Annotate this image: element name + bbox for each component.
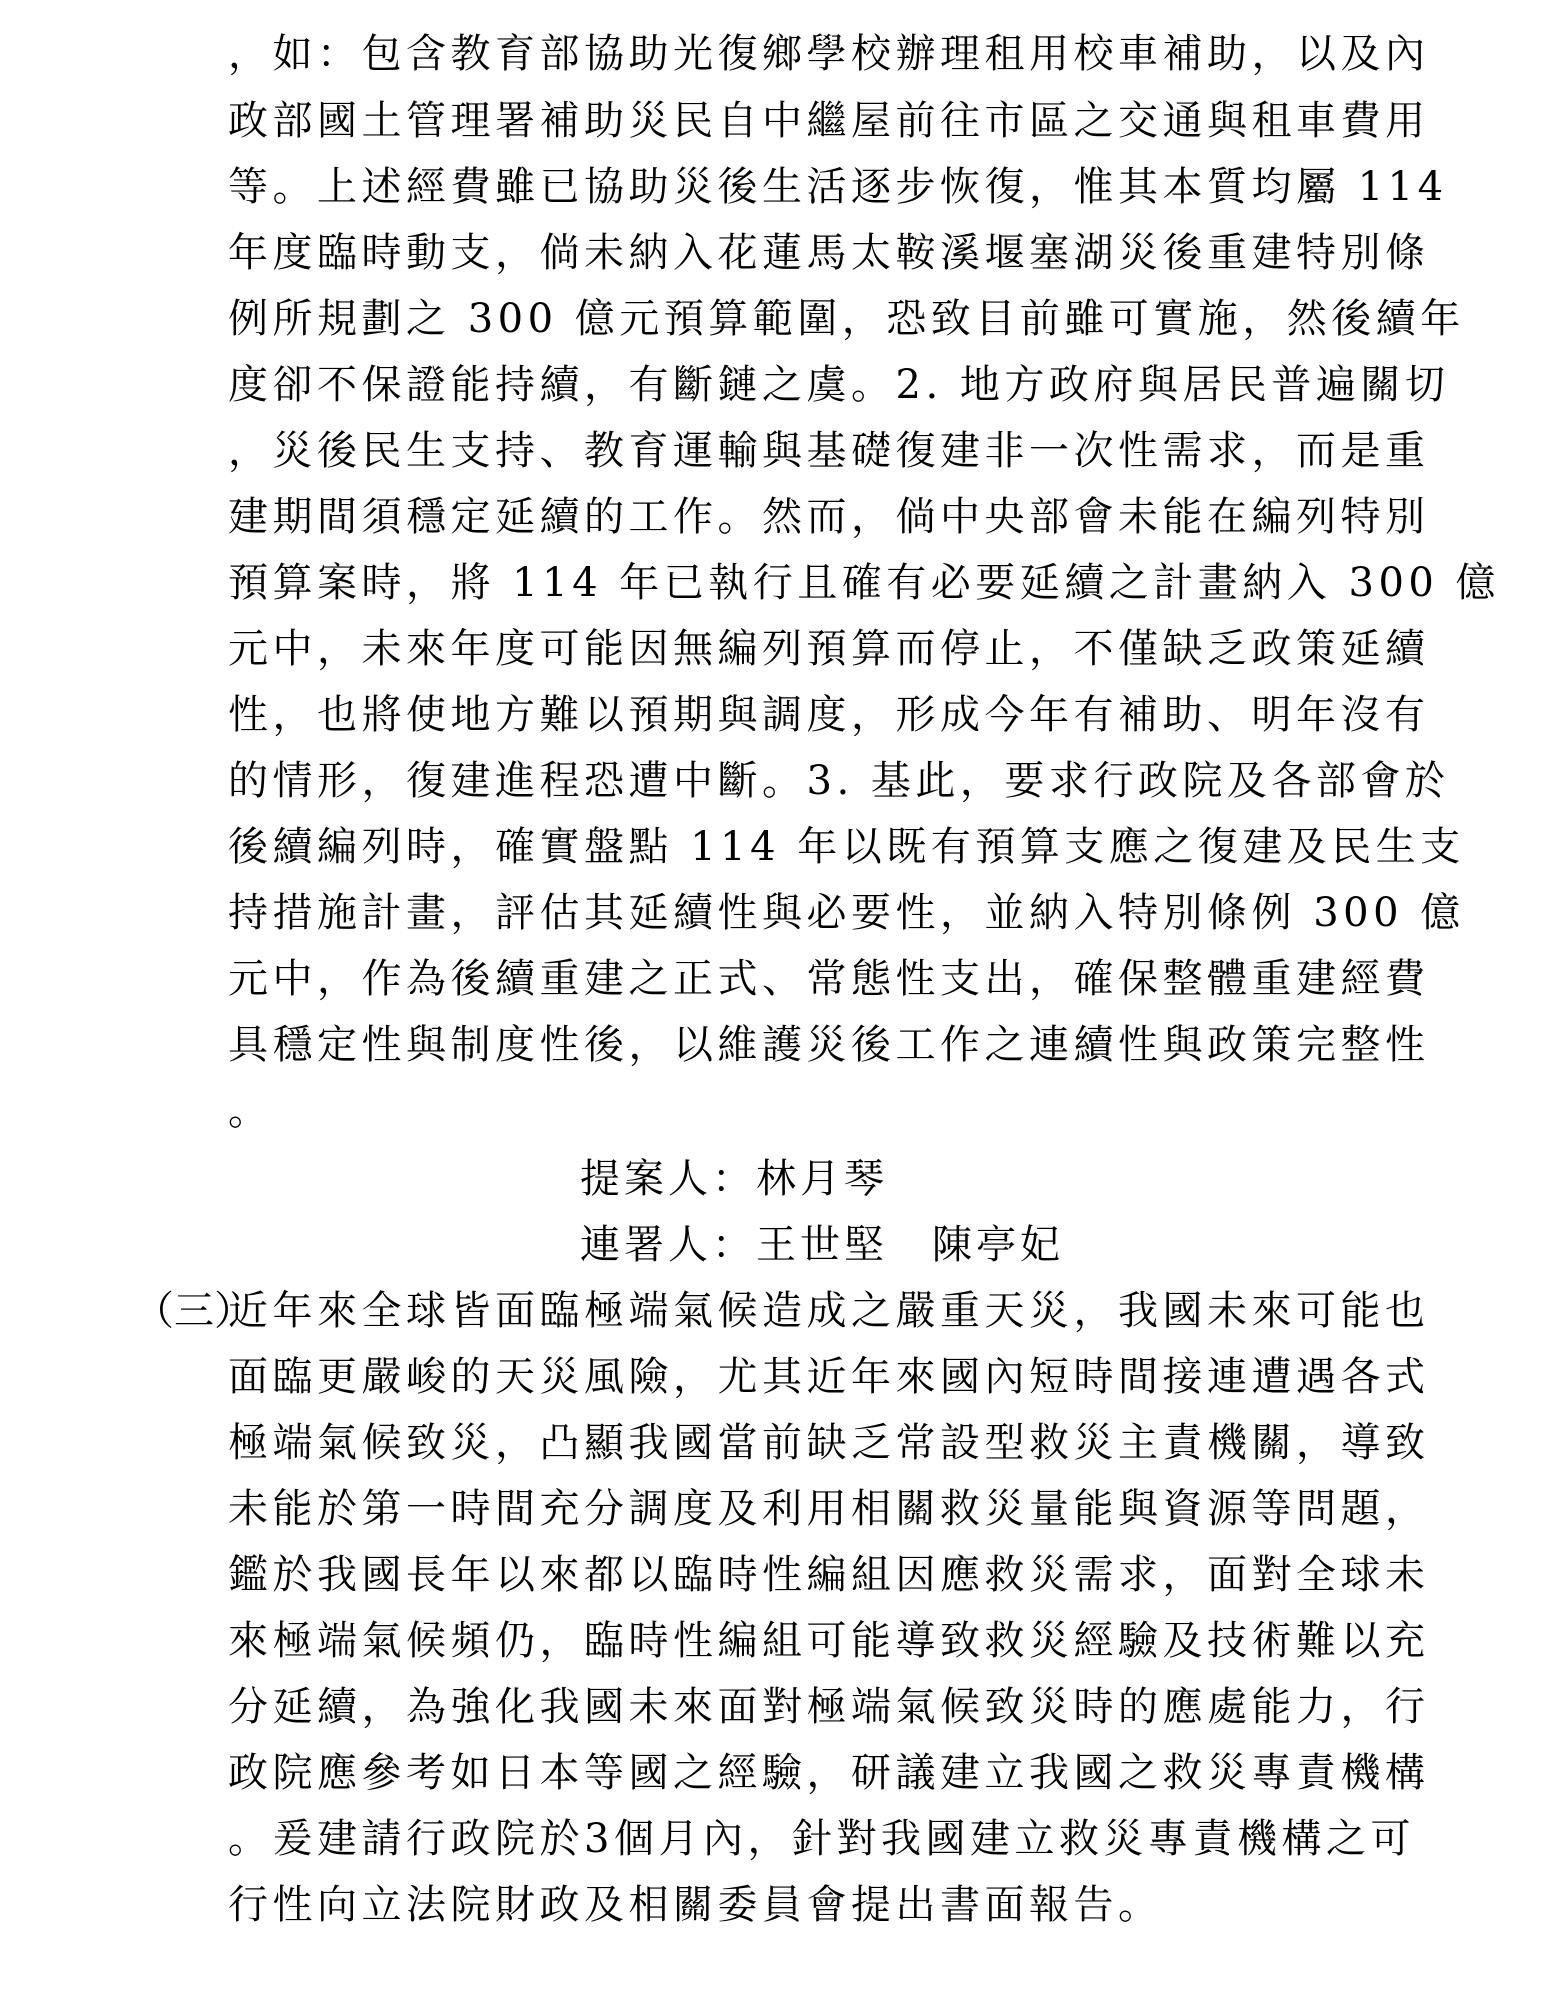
- item-three-line: 政院應參考如日本等國之經驗，研議建立我國之救災專責機構: [228, 1750, 1430, 1796]
- paragraph-line: 具穩定性與制度性後，以維護災後工作之連續性與政策完整性: [228, 1022, 1430, 1068]
- item-three-marker: （三）: [134, 1288, 254, 1334]
- paragraph-line: 元中，未來年度可能因無編列預算而停止，不僅缺乏政策延續: [228, 626, 1430, 672]
- paragraph-line: ，如：包含教育部協助光復鄉學校辦理租用校車補助，以及內: [228, 31, 1430, 77]
- paragraph-line: 年度臨時動支，倘未納入花蓮馬太鞍溪堰塞湖災後重建特別條: [228, 230, 1430, 276]
- item-three-line: 鑑於我國長年以來都以臨時性編組因應救災需求，面對全球未: [228, 1552, 1430, 1598]
- item-three-line: 分延續，為強化我國未來面對極端氣候致災時的應處能力，行: [228, 1684, 1430, 1730]
- item-three-line: 未能於第一時間充分調度及利用相關救災量能與資源等問題，: [228, 1486, 1430, 1532]
- paragraph-line: 性，也將使地方難以預期與調度，形成今年有補助、明年沒有: [228, 692, 1430, 738]
- item-three-line: 來極端氣候頻仍，臨時性編組可能導致救災經驗及技術難以充: [228, 1618, 1430, 1664]
- item-three-line: 。爰建請行政院於3個月內，針對我國建立救災專責機構之可: [228, 1816, 1415, 1862]
- paragraph-line: 政部國土管理署補助災民自中繼屋前往市區之交通與租車費用: [228, 98, 1430, 144]
- paragraph-line: ，災後民生支持、教育運輸與基礎復建非一次性需求，而是重: [228, 428, 1430, 474]
- item-three-line: 面臨更嚴峻的天災風險，尤其近年來國內短時間接連遭遇各式: [228, 1354, 1430, 1400]
- paragraph-line: 。: [228, 1088, 273, 1134]
- item-three-line: 近年來全球皆面臨極端氣候造成之嚴重天災，我國未來可能也: [228, 1288, 1430, 1334]
- paragraph-line: 例所規劃之 300 億元預算範圍，恐致目前雖可實施，然後續年: [228, 296, 1465, 342]
- paragraph-line: 度卻不保證能持續，有斷鏈之虞。2. 地方政府與居民普遍關切: [228, 362, 1450, 408]
- paragraph-line: 持措施計畫，評估其延續性與必要性，並納入特別條例 300 億: [228, 890, 1465, 936]
- paragraph-line: 等。上述經費雖已協助災後生活逐步恢復，惟其本質均屬 114: [228, 164, 1448, 210]
- item-three-line: 行性向立法院財政及相關委員會提出書面報告。: [228, 1882, 1163, 1928]
- proposer-signature: 提案人：林月琴: [580, 1156, 888, 1202]
- paragraph-line: 元中，作為後續重建之正式、常態性支出，確保整體重建經費: [228, 956, 1430, 1002]
- cosigners-signature: 連署人：王世堅 陳亭妃: [580, 1222, 1064, 1268]
- paragraph-line: 後續編列時，確實盤點 114 年以既有預算支應之復建及民生支: [228, 824, 1465, 870]
- paragraph-line: 預算案時，將 114 年已執行且確有必要延續之計畫納入 300 億: [228, 560, 1501, 606]
- item-three-line: 極端氣候致災，凸顯我國當前缺乏常設型救災主責機關，導致: [228, 1420, 1430, 1466]
- paragraph-line: 的情形，復建進程恐遭中斷。3. 基此，要求行政院及各部會於: [228, 758, 1450, 804]
- paragraph-line: 建期間須穩定延續的工作。然而，倘中央部會未能在編列特別: [228, 494, 1430, 540]
